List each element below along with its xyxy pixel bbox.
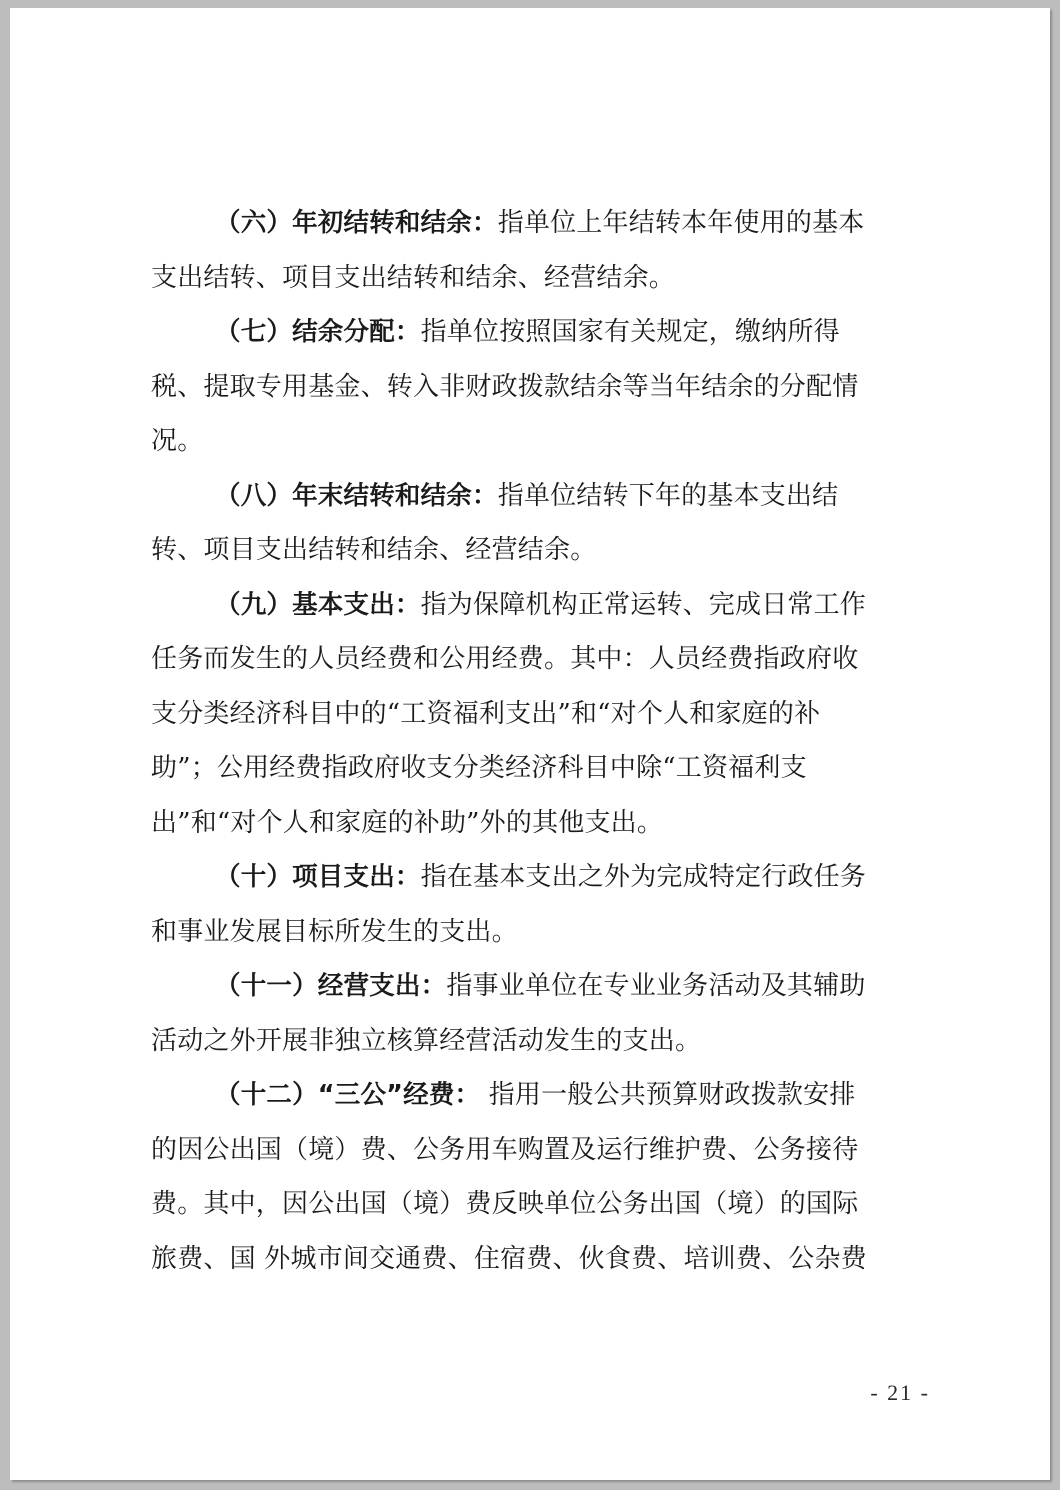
paragraph-12 (151, 1068, 931, 1286)
paragraph-line: 指单位结转下年的基本支出结 (497, 480, 839, 511)
paragraph-line: 指单位按照国家有关规定，缴纳所得 (420, 317, 840, 347)
paragraph-line: 支分类经济科目中的“工资福利支出”和“对个人和家庭的补 (151, 698, 821, 729)
page-number: - 21 - (870, 1380, 930, 1405)
paragraph-line: 指在基本支出之外为完成特定行政任务 (420, 862, 867, 892)
paragraph-10 (151, 850, 931, 959)
term-heading: （十）项目支出： (215, 862, 421, 892)
body-text (151, 196, 931, 1286)
term-heading: （九）基本支出： (215, 589, 421, 620)
paragraph-line: 支出结转、项目支出结转和结余、经营结余。 (151, 262, 676, 293)
paragraph-line: 任务而发生的人员经费和公用经费。其中：人员经费指政府收 (151, 644, 859, 674)
paragraph-line: 费。其中，因公出国（境）费反映单位公务出国（境）的国际 (151, 1189, 859, 1219)
document-page (10, 8, 1050, 1480)
paragraph-8 (151, 469, 931, 578)
paragraph-line: 税、提取专用基金、转入非财政拨款结余等当年结余的分配情 (151, 371, 859, 402)
paragraph-line: 指事业单位在专业业务活动及其辅助 (446, 971, 866, 1001)
paragraph-line: 指为保障机构正常运转、完成日常工作 (420, 589, 867, 620)
paragraph-line: 指单位上年结转本年使用的基本 (497, 208, 865, 238)
term-heading: （十一）经营支出： (215, 971, 447, 1001)
paragraph-line: 出”和“对个人和家庭的补助”外的其他支出。 (151, 807, 664, 838)
paragraph-line: 活动之外开展非独立核算经营活动发生的支出。 (151, 1025, 702, 1056)
paragraph-6 (151, 196, 931, 305)
term-heading: （七）结余分配： (215, 317, 421, 347)
paragraph-7 (151, 305, 931, 469)
term-heading: （六）年初结转和结余： (215, 208, 498, 238)
paragraph-line: 旅费、国 外城市间交通费、住宿费、伙食费、培训费、公杂费 (151, 1243, 867, 1274)
paragraph-line: 和事业发展目标所发生的支出。 (151, 916, 518, 947)
paragraph-line: 况。 (151, 426, 204, 456)
paragraph-line: 转、项目支出结转和结余、经营结余。 (151, 535, 597, 565)
paragraph-line: 助”；公用经费指政府收支分类经济科目中除“工资福利支 (151, 753, 807, 783)
term-heading: （八）年末结转和结余： (215, 480, 498, 511)
paragraph-line: 的因公出国（境）费、公务用车购置及运行维护费、公务接待 (151, 1134, 859, 1165)
paragraph-line: 指用一般公共预算财政拨款安排 (480, 1080, 856, 1110)
paragraph-11 (151, 959, 931, 1068)
paragraph-9 (151, 578, 931, 851)
term-heading: （十二）“三公”经费： (215, 1080, 481, 1110)
